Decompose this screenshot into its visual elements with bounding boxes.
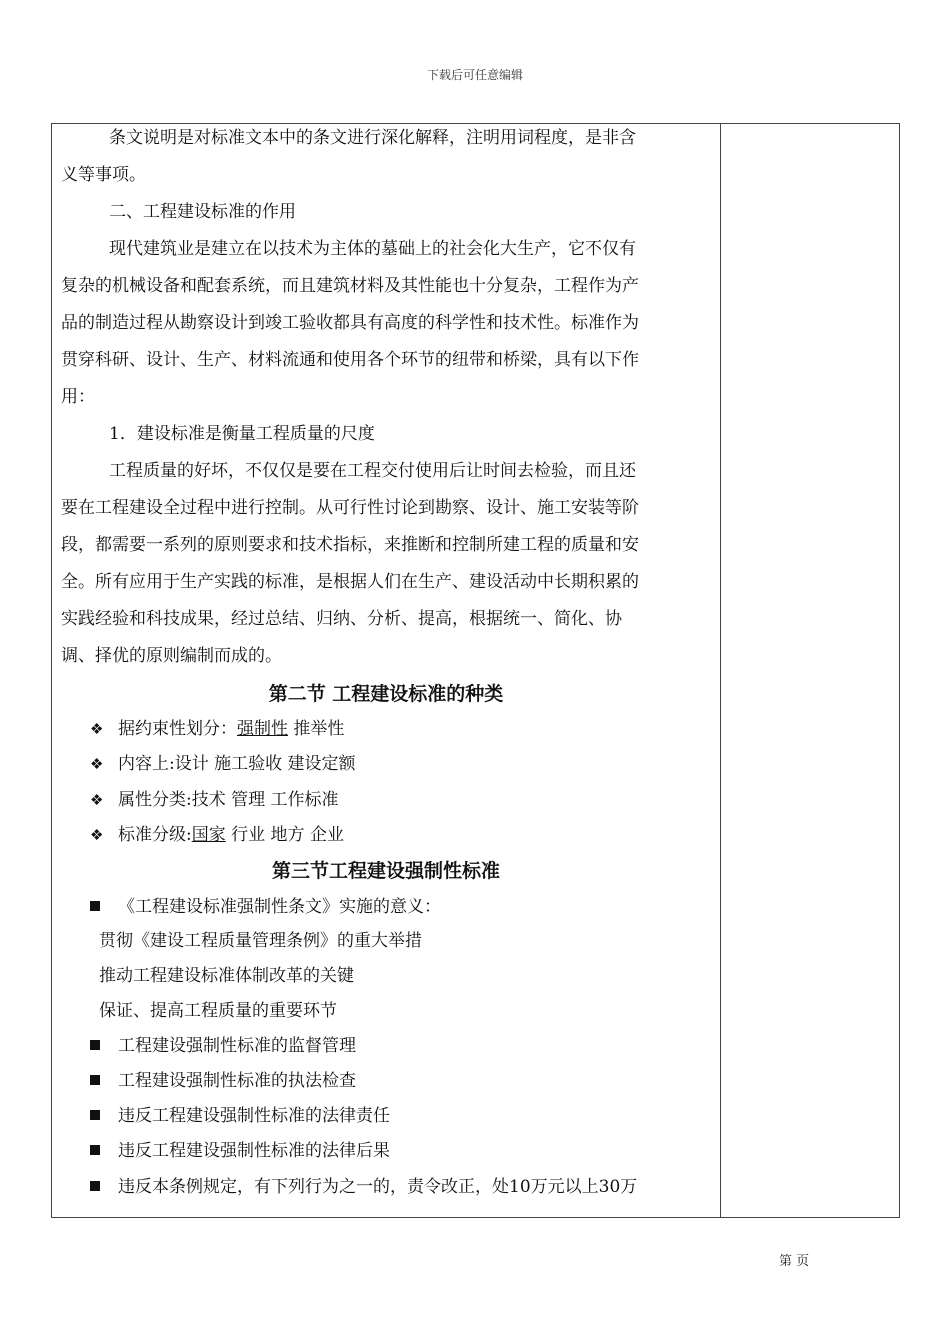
para2-line: 品的制造过程从勘察设计到竣工验收都具有高度的科学性和技术性。标准作为 xyxy=(61,313,639,333)
document-table xyxy=(51,123,900,1218)
diamond-item: ❖ 标准分级:国家 行业 地方 企业 xyxy=(90,825,344,845)
para2-line: 现代建筑业是建立在以技术为主体的墓础上的社会化大生产，它不仅有 xyxy=(109,239,636,259)
square-item: 违反本条例规定，有下列行为之一的，责令改正，处10万元以上30万 xyxy=(90,1176,637,1198)
square-bullet-icon xyxy=(90,1075,100,1085)
square-item: 《工程建设标准强制性条文》实施的意义： xyxy=(90,896,441,918)
heading-section-2: 第二节 工程建设标准的种类 xyxy=(268,683,504,705)
para2-line: 用： xyxy=(61,387,95,407)
diamond-item: ❖ 属性分类:技术 管理 工作标准 xyxy=(90,790,339,810)
para3-line: 实践经验和科技成果，经过总结、归纳、分析、提高，根据统一、简化、协 xyxy=(61,609,622,629)
para2-line: 贯穿科研、设计、生产、材料流通和使用各个环节的纽带和桥梁，具有以下作 xyxy=(61,350,639,370)
diamond-item: ❖ 据约束性划分：强制性 推举性 xyxy=(90,719,345,739)
heading-section-3: 第三节工程建设强制性标准 xyxy=(271,860,500,882)
diamond-bullet-icon: ❖ xyxy=(90,791,104,809)
para3-line: 段，都需要一系列的原则要求和技术指标，来推断和控制所建工程的质量和安 xyxy=(61,535,639,555)
square-item: 工程建设强制性标准的执法检查 xyxy=(90,1070,356,1092)
square-bullet-icon xyxy=(90,1040,100,1050)
point-1: 1．建设标准是衡量工程质量的尺度 xyxy=(109,424,375,444)
diamond-bullet-icon: ❖ xyxy=(90,720,104,738)
para2-line: 复杂的机械设备和配套系统，而且建筑材料及其性能也十分复杂，工程作为产 xyxy=(61,276,639,296)
section-two-title: 二、工程建设标准的作用 xyxy=(109,202,296,222)
square-bullet-icon xyxy=(90,1145,100,1155)
page-footer: 第 页 xyxy=(779,1254,810,1269)
para3-line: 要在工程建设全过程中进行控制。从可行性讨论到勘察、设计、施工安装等阶 xyxy=(61,498,639,518)
para3-line: 全。所有应用于生产实践的标准，是根据人们在生产、建设活动中长期积累的 xyxy=(61,572,639,592)
sub-item: 保证、提高工程质量的重要环节 xyxy=(99,1001,337,1021)
diamond-bullet-icon: ❖ xyxy=(90,826,104,844)
square-item: 违反工程建设强制性标准的法律后果 xyxy=(90,1140,390,1162)
diamond-item: ❖ 内容上:设计 施工验收 建设定额 xyxy=(90,754,356,774)
sub-item: 推动工程建设标准体制改革的关键 xyxy=(99,966,354,986)
sub-item: 贯彻《建设工程质量管理条例》的重大举措 xyxy=(99,931,422,951)
para1-line: 条文说明是对标准文本中的条文进行深化解释，注明用词程度，是非含 xyxy=(109,128,636,148)
para3-line: 调、择优的原则编制而成的。 xyxy=(61,646,282,666)
square-bullet-icon xyxy=(90,1110,100,1120)
square-item: 违反工程建设强制性标准的法律责任 xyxy=(90,1105,390,1127)
square-item: 工程建设强制性标准的监督管理 xyxy=(90,1035,356,1057)
square-bullet-icon xyxy=(90,901,100,911)
header-note: 下载后可任意编辑 xyxy=(426,68,523,82)
square-bullet-icon xyxy=(90,1181,100,1191)
diamond-bullet-icon: ❖ xyxy=(90,755,104,773)
column-divider xyxy=(720,124,721,1217)
para1-line: 义等事项。 xyxy=(61,165,146,185)
para3-line: 工程质量的好坏，不仅仅是要在工程交付使用后让时间去检验，而且还 xyxy=(109,461,636,481)
